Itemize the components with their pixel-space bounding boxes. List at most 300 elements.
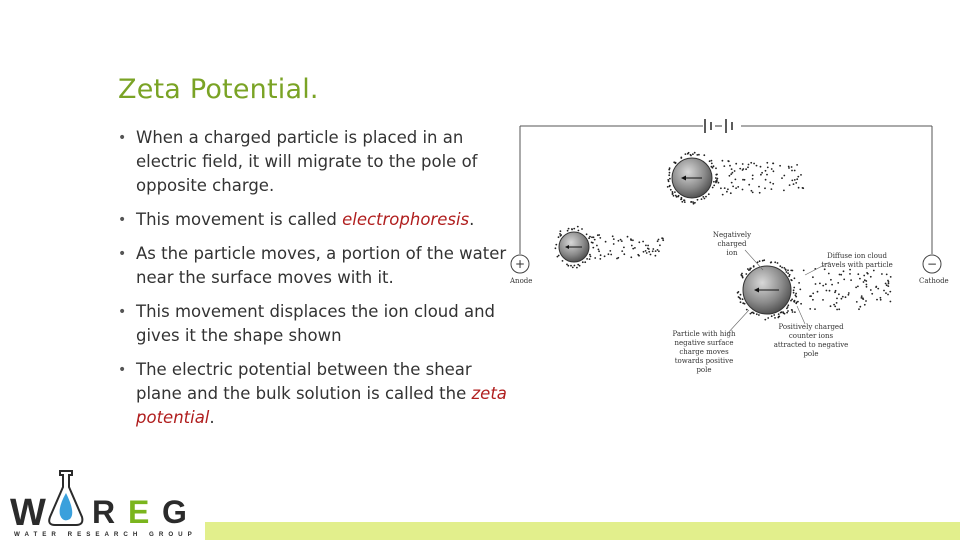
ion-dot: [740, 294, 742, 296]
ion-dot: [738, 291, 740, 293]
ion-dot: [788, 166, 790, 168]
ion-dot: [596, 245, 598, 247]
ion-dot: [667, 186, 669, 188]
ion-dot: [742, 163, 744, 165]
ion-dot: [598, 234, 600, 236]
ion-dot: [662, 238, 664, 240]
ion-dot: [668, 174, 670, 176]
ion-dot: [645, 250, 647, 252]
ion-dot: [687, 153, 689, 155]
ion-dot: [791, 309, 793, 311]
ion-dot: [812, 293, 814, 295]
ion-dot: [620, 239, 622, 241]
ion-dot: [758, 186, 760, 188]
ion-dot: [772, 183, 774, 185]
ion-dot: [797, 176, 799, 178]
ion-dot: [612, 235, 614, 237]
ion-dot: [764, 187, 766, 189]
ion-dot: [763, 259, 765, 261]
ion-dot: [781, 177, 783, 179]
ion-dot: [745, 168, 747, 170]
ion-dot: [793, 287, 795, 289]
ion-dot: [863, 275, 865, 277]
ion-dot: [752, 192, 754, 194]
ion-dot: [718, 182, 720, 184]
svg-text:pole: pole: [803, 350, 819, 358]
ion-dot: [781, 267, 783, 269]
ion-dot: [849, 273, 851, 275]
ion-dot: [555, 247, 557, 249]
ion-dot: [751, 190, 753, 192]
ion-dot: [674, 191, 676, 193]
ion-dot: [730, 173, 732, 175]
bullet-dot-icon: •: [118, 130, 127, 146]
ion-dot: [873, 270, 875, 272]
ion-dot: [703, 154, 705, 156]
ion-dot: [794, 170, 796, 172]
ion-dot: [812, 276, 814, 278]
ion-dot: [600, 254, 602, 256]
ion-dot: [672, 193, 674, 195]
ion-dot: [830, 279, 832, 281]
ion-dot: [843, 279, 845, 281]
ion-dot: [567, 265, 569, 267]
ion-dot: [880, 299, 882, 301]
ion-dot: [610, 254, 612, 256]
bullet-item: [118, 242, 508, 290]
ion-dot: [798, 282, 800, 284]
ion-dot: [833, 304, 835, 306]
ion-dot: [841, 298, 843, 300]
ion-dot: [634, 247, 636, 249]
ion-dot: [567, 230, 569, 232]
ion-dot: [726, 191, 728, 193]
ion-dot: [886, 284, 888, 286]
ion-dot: [856, 301, 858, 303]
ion-dot: [723, 165, 725, 167]
ion-dot: [658, 250, 660, 252]
anode-icon: [511, 255, 529, 273]
ion-dot: [828, 273, 830, 275]
ion-dot: [713, 185, 715, 187]
ion-dot: [786, 308, 788, 310]
ion-dot: [684, 199, 686, 201]
ion-dot: [859, 278, 861, 280]
ion-dot: [758, 314, 760, 316]
ion-dot: [745, 273, 747, 275]
cathode-label: Cathode: [919, 277, 949, 285]
ion-dot: [778, 316, 780, 318]
diffuse-cloud-label: [821, 252, 893, 269]
ion-dot: [819, 283, 821, 285]
ion-dot: [848, 294, 850, 296]
ion-dot: [862, 298, 864, 300]
ion-dot: [670, 189, 672, 191]
emphasis-zeta-potential: zeta potential: [136, 384, 507, 427]
svg-text:Diffuse ion cloud: Diffuse ion cloud: [827, 252, 887, 260]
ion-dot: [586, 258, 588, 260]
ion-dot: [789, 184, 791, 186]
ion-dot: [692, 201, 694, 203]
ion-dot: [724, 187, 726, 189]
ion-dot: [822, 299, 824, 301]
ion-dot: [765, 170, 767, 172]
ion-dot: [817, 291, 819, 293]
ion-dot: [598, 249, 600, 251]
ion-dot: [735, 187, 737, 189]
ion-dot: [578, 230, 580, 232]
ion-dot: [742, 298, 744, 300]
ion-dot: [870, 289, 872, 291]
ion-dot: [582, 261, 584, 263]
ion-dot: [803, 270, 805, 272]
ion-dot: [838, 308, 840, 310]
ion-dot: [693, 203, 695, 205]
ion-dot: [739, 168, 741, 170]
ion-dot: [621, 250, 623, 252]
ion-dot: [716, 179, 718, 181]
ion-dot: [678, 195, 680, 197]
ion-dot: [681, 201, 683, 203]
particle-description-label: [672, 330, 735, 374]
bullet-item: [118, 208, 508, 232]
bullet-item: [118, 358, 508, 430]
ion-dot: [650, 254, 652, 256]
ion-dot: [571, 228, 573, 230]
ion-dot: [658, 239, 660, 241]
ion-dot: [773, 314, 775, 316]
ion-dot: [889, 291, 891, 293]
ion-dot: [643, 251, 645, 253]
svg-text:Negatively: Negatively: [712, 231, 752, 239]
ion-dot: [752, 175, 754, 177]
ion-dot: [786, 271, 788, 273]
ion-dot: [800, 303, 802, 305]
ion-dot: [850, 279, 852, 281]
ion-dot: [731, 182, 733, 184]
ion-dot: [786, 312, 788, 314]
ion-dot: [756, 313, 758, 315]
ion-dot: [836, 302, 838, 304]
ion-dot: [886, 274, 888, 276]
bullet-dot-icon: •: [118, 212, 127, 228]
svg-text:counter ions: counter ions: [788, 332, 834, 340]
ion-dot: [598, 250, 600, 252]
ion-dot: [858, 308, 860, 310]
ion-dot: [645, 245, 647, 247]
ion-dot: [594, 257, 596, 259]
ion-dot: [836, 309, 838, 311]
ion-dot: [691, 201, 693, 203]
emphasis-electrophoresis: electrophoresis: [342, 210, 470, 229]
cathode-icon: [923, 255, 941, 273]
ion-dot: [802, 187, 804, 189]
bullet-text: This movement is called: [136, 210, 343, 229]
ion-dot: [780, 312, 782, 314]
ion-dot: [684, 201, 686, 203]
ion-dot: [840, 274, 842, 276]
ion-dot: [737, 186, 739, 188]
ion-dot: [647, 245, 649, 247]
flask-icon: [49, 471, 82, 525]
ion-dot: [783, 312, 785, 314]
ion-dot: [792, 311, 794, 313]
ion-dot: [681, 197, 683, 199]
ion-dot: [798, 187, 800, 189]
ion-dot: [574, 265, 576, 267]
ion-dot: [793, 183, 795, 185]
ion-dot: [698, 154, 700, 156]
ion-dot: [863, 281, 865, 283]
bullet-dot-icon: •: [118, 362, 127, 378]
ion-dot: [669, 178, 671, 180]
ion-dot: [809, 295, 811, 297]
ion-dot: [767, 167, 769, 169]
ion-dot: [774, 317, 776, 319]
ion-dot: [770, 261, 772, 263]
logo-letter-w: W: [10, 492, 46, 534]
ion-dot: [877, 288, 879, 290]
ion-dot: [866, 286, 868, 288]
ion-dot: [759, 192, 761, 194]
ion-dot: [566, 264, 568, 266]
ion-dot: [778, 313, 780, 315]
ion-dot: [838, 293, 840, 295]
ion-dot: [825, 283, 827, 285]
ion-dot: [779, 165, 781, 167]
ion-dot: [605, 241, 607, 243]
footer-accent-bar: [205, 522, 960, 540]
ion-dot: [772, 163, 774, 165]
ion-dot: [857, 273, 859, 275]
ion-dot: [771, 168, 773, 170]
ion-dot: [787, 272, 789, 274]
ion-dot: [883, 290, 885, 292]
ion-dot: [621, 240, 623, 242]
ion-dot: [731, 168, 733, 170]
ion-dot: [865, 300, 867, 302]
ion-dot: [632, 239, 634, 241]
ion-dot: [783, 190, 785, 192]
ion-dot: [675, 195, 677, 197]
ion-dot: [652, 248, 654, 250]
ion-dot: [793, 289, 795, 291]
ion-dot: [787, 304, 789, 306]
ion-dot: [857, 286, 859, 288]
ion-dot: [787, 269, 789, 271]
ion-dot: [791, 180, 793, 182]
cathode-symbol: −: [926, 257, 938, 271]
ion-dot: [655, 255, 657, 257]
svg-text:pole: pole: [696, 366, 712, 374]
ion-dot: [814, 308, 816, 310]
ion-dot: [613, 243, 615, 245]
bullet-text: .: [209, 408, 215, 427]
ion-dot: [746, 309, 748, 311]
ion-dot: [555, 244, 557, 246]
electrophoresis-diagram: [505, 110, 955, 390]
battery-icon: [705, 119, 732, 133]
ion-dot: [885, 283, 887, 285]
ion-dot: [655, 250, 657, 252]
ion-dot: [632, 248, 634, 250]
ion-dot: [562, 260, 564, 262]
svg-text:charged: charged: [717, 240, 747, 248]
ion-dot: [667, 179, 669, 181]
ion-dot: [642, 241, 644, 243]
ion-dot: [830, 305, 832, 307]
ion-dot: [796, 164, 798, 166]
ion-dot: [657, 240, 659, 242]
particle-left: [559, 232, 589, 262]
ion-dot: [834, 306, 836, 308]
ion-dot: [829, 290, 831, 292]
ion-dot: [623, 253, 625, 255]
ion-dot: [729, 175, 731, 177]
ion-dot: [704, 198, 706, 200]
ion-dot: [822, 285, 824, 287]
bullet-item: [118, 300, 508, 348]
ion-dot: [795, 293, 797, 295]
ion-dot: [697, 199, 699, 201]
bullet-list: [118, 126, 508, 440]
particle-bottom: [743, 266, 791, 314]
ion-dot: [740, 274, 742, 276]
ion-dot: [800, 174, 802, 176]
logo-letter-e: E: [128, 494, 150, 530]
ion-dot: [581, 228, 583, 230]
ion-dot: [711, 160, 713, 162]
ion-dot: [875, 286, 877, 288]
ion-dot: [694, 152, 696, 154]
ion-dot: [599, 237, 601, 239]
ion-dot: [835, 290, 837, 292]
ion-dot: [722, 160, 724, 162]
ion-dot: [744, 303, 746, 305]
ion-dot: [720, 187, 722, 189]
ion-dot: [560, 235, 562, 237]
ion-dot: [794, 277, 796, 279]
ion-dot: [759, 260, 761, 262]
ion-dot: [734, 170, 736, 172]
ion-dot: [740, 298, 742, 300]
ion-dot: [579, 265, 581, 267]
ion-dot: [709, 160, 711, 162]
ion-dot: [618, 240, 620, 242]
ion-dot: [887, 280, 889, 282]
ion-dot: [794, 301, 796, 303]
ion-dot: [646, 252, 648, 254]
ion-dot: [794, 311, 796, 313]
ion-dot: [630, 256, 632, 258]
ion-dot: [795, 303, 797, 305]
ion-dot: [750, 162, 752, 164]
ion-dot: [751, 312, 753, 314]
svg-text:ion: ion: [726, 249, 738, 257]
ion-dot: [713, 181, 715, 183]
ion-dot: [680, 157, 682, 159]
ion-dot: [756, 165, 758, 167]
ion-dot: [570, 265, 572, 267]
ion-dot: [887, 294, 889, 296]
ion-dot: [839, 274, 841, 276]
ion-dot: [729, 165, 731, 167]
anode-label: Anode: [510, 277, 533, 285]
ion-dot: [843, 270, 845, 272]
ion-dot: [742, 277, 744, 279]
ion-dot: [793, 292, 795, 294]
ion-dot: [730, 192, 732, 194]
ion-dot: [590, 256, 592, 258]
ion-dot: [836, 298, 838, 300]
ion-dot: [576, 267, 578, 269]
ion-dot: [809, 308, 811, 310]
ion-dot: [888, 283, 890, 285]
ion-dot: [722, 194, 724, 196]
ion-dot: [617, 257, 619, 259]
logo-tagline: WATER RESEARCH GROUP: [14, 531, 197, 538]
ion-dot: [871, 293, 873, 295]
ion-dot: [690, 154, 692, 156]
ion-dot: [774, 261, 776, 263]
ion-dot: [701, 198, 703, 200]
ion-dot: [638, 241, 640, 243]
ion-dot: [557, 256, 559, 258]
ion-dot: [864, 304, 866, 306]
ion-dot: [584, 261, 586, 263]
svg-text:negative surface: negative surface: [674, 339, 734, 347]
ion-dot: [799, 289, 801, 291]
ion-dot: [773, 170, 775, 172]
ion-dot: [669, 172, 671, 174]
ion-dot: [748, 269, 750, 271]
ion-dot: [735, 179, 737, 181]
bullet-text: This movement displaces the ion cloud and gives it the shape shown: [136, 302, 496, 345]
ion-dot: [685, 153, 687, 155]
ion-dot: [831, 284, 833, 286]
ion-dot: [672, 191, 674, 193]
ion-dot: [795, 294, 797, 296]
ion-dot: [769, 182, 771, 184]
ion-dot: [662, 239, 664, 241]
particle-top: [672, 158, 712, 198]
ion-dot: [589, 258, 591, 260]
ion-dot: [592, 247, 594, 249]
ion-dot: [845, 296, 847, 298]
ion-dot: [779, 265, 781, 267]
svg-text:travels with particle: travels with particle: [821, 261, 893, 269]
negatively-charged-ion-label: [713, 231, 751, 257]
ion-dot: [573, 228, 575, 230]
ion-dot: [881, 273, 883, 275]
wreg-logo-graphic: [0, 465, 202, 540]
anode-symbol: +: [514, 257, 526, 271]
bullet-dot-icon: •: [118, 304, 127, 320]
ion-dot: [890, 301, 892, 303]
svg-text:Positively charged: Positively charged: [778, 323, 844, 331]
bullet-text: As the particle moves, a portion of the water near the surface moves with it.: [136, 244, 507, 287]
ion-dot: [680, 199, 682, 201]
ion-dot: [795, 182, 797, 184]
ion-dot: [783, 175, 785, 177]
ion-dot: [727, 188, 729, 190]
ion-dot: [715, 174, 717, 176]
slide-title: Zeta Potential.: [118, 74, 319, 105]
ion-dot: [589, 254, 591, 256]
ion-dot: [761, 172, 763, 174]
ion-dot: [771, 188, 773, 190]
ion-dot: [866, 284, 868, 286]
